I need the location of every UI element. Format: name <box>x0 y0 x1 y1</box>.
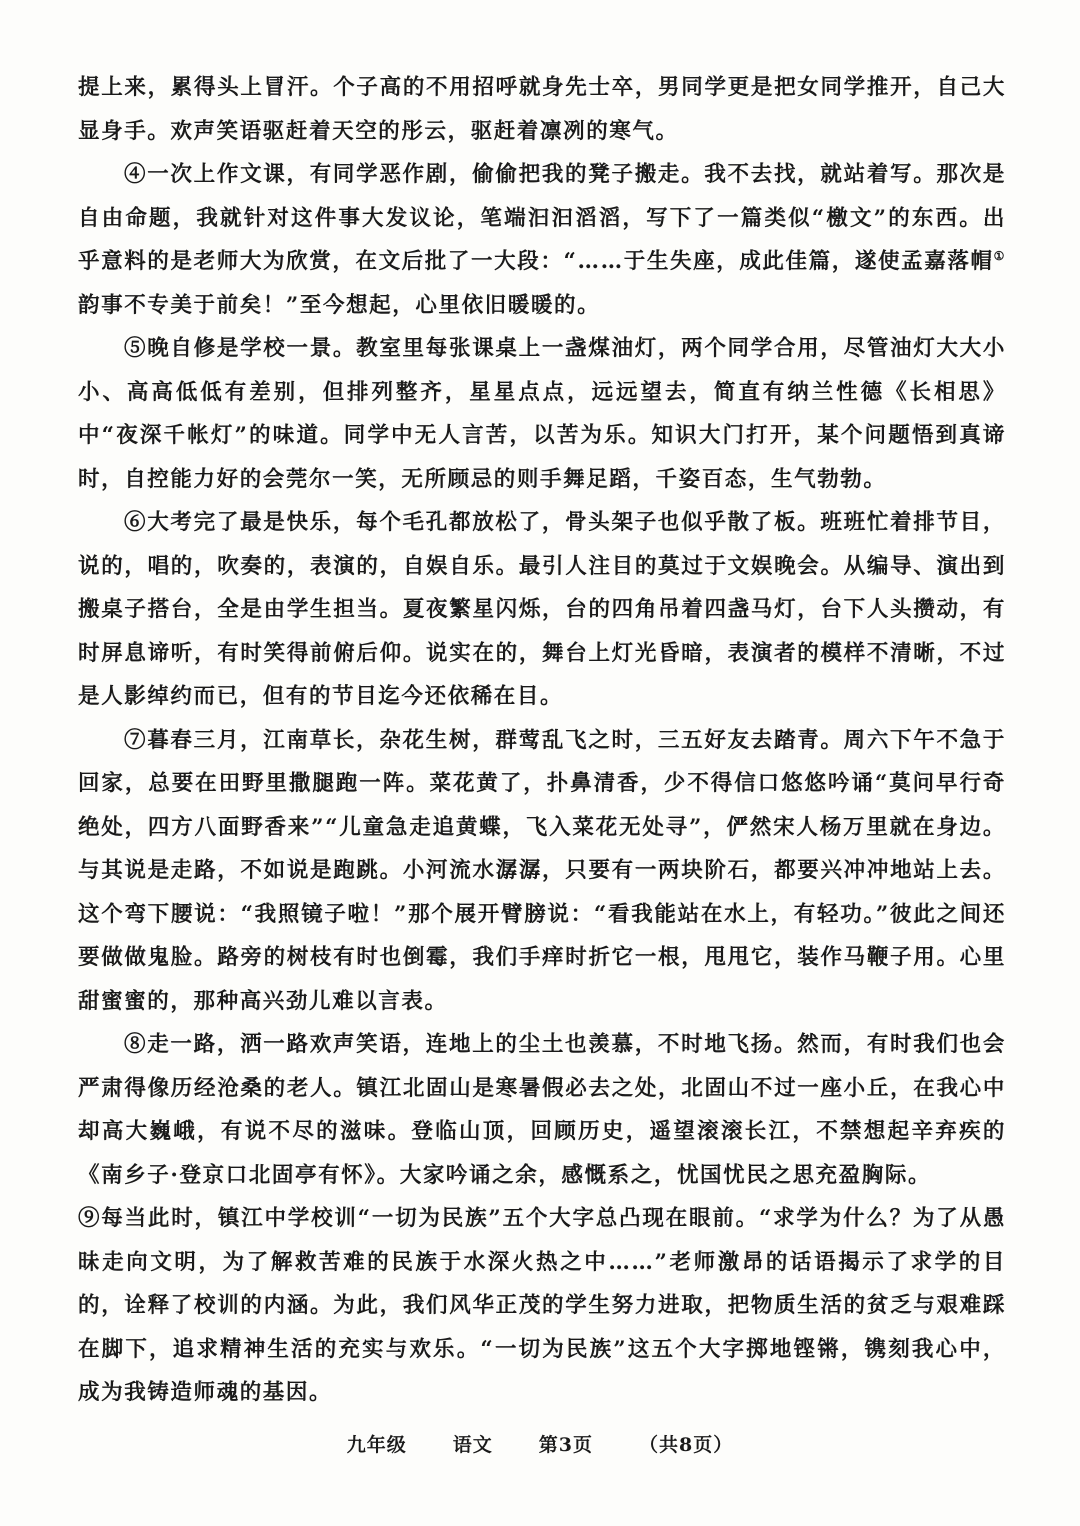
paragraph-text: ⑤晚自修是学校一景。教室里每张课桌上一盏煤油灯，两个同学合用，尽管油灯大大小小、高高低低有差别，但排列整齐，星星点点，远远望去，简直有纳兰性德《长相思》中“夜深千帐灯”的味道。同学中无人言苦，以苦为乐。知识大门打开，某个问题悟到真谛时，自控能力好的会莞尔一笑，无所顾忌的则手舞足蹈，千姿百态，生气勃勃。 <box>78 336 1006 492</box>
paragraph-text: ④一次上作文课，有同学恶作剧，偷偷把我的凳子搬走。我不去找，就站着写。那次是自由命题，我就针对这件事大发议论，笔端汩汩滔滔，写下了一篇类似“檄文”的东西。出乎意料的是老师大为欣赏，在文后批了一大段：“……于生失座，成此佳篇，遂使孟嘉落帽 <box>78 162 1006 274</box>
footer-total-pages: （共8页） <box>639 1434 734 1456</box>
paragraph-text: ⑦暮春三月，江南草长，杂花生树，群莺乱飞之时，三五好友去踏青。周六下午不急于回家，总要在田野里撒腿跑一阵。菜花黄了，扑鼻清香，少不得信口悠悠吟诵“莫问早行奇绝处，四方八面野香来”“儿童急走追黄蝶，飞入菜花无处寻”，俨然宋人杨万里就在身边。与其说是走路，不如说是跑跳。小河流水潺潺，只要有一两块阶石，都要兴冲冲地站上去。这个弯下腰说：“我照镜子啦！”那个展开臂膀说：“看我能站在水上，有轻功。”彼此之间还要做做鬼脸。路旁的树枝有时也倒霉，我们手痒时折它一根，甩甩它，装作马鞭子用。心里甜蜜蜜的，那种高兴劲儿难以言表。 <box>78 727 1006 1014</box>
paragraph-text: 提上来，累得头上冒汗。个子高的不用招呼就身先士卒，男同学更是把女同学推开，自己大显身手。欢声笑语驱赶着天空的彤云，驱赶着凛冽的寒气。 <box>78 75 1006 144</box>
footer-page-number: 第3页 <box>538 1434 594 1456</box>
page-footer <box>0 1430 1080 1457</box>
paragraph-text: ⑨每当此时，镇江中学校训“一切为民族”五个大字总凸现在眼前。“求学为什么？为了从愚昧走向文明，为了解救苦难的民族于水深火热之中……”老师激昂的话语揭示了求学的目的，诠释了校训的内涵。为此，我们风华正茂的学生努力进取，把物质生活的贫乏与艰难踩在脚下，追求精神生活的充实与欢乐。“一切为民族”这五个大字掷地铿锵，镌刻我心中，成为我铸造师魂的基因。 <box>78 1206 1006 1405</box>
paragraph-p7 <box>78 719 1006 1024</box>
paragraph-p4 <box>78 153 1006 327</box>
paragraph-p8 <box>78 1023 1006 1197</box>
paragraph-p0 <box>78 66 1006 153</box>
footer-subject: 语文 <box>452 1434 493 1456</box>
paragraph-text: ⑥大考完了最是快乐，每个毛孔都放松了，骨头架子也似乎散了板。班班忙着排节目，说的，唱的，吹奏的，表演的，自娱自乐。最引人注目的莫过于文娱晚会。从编导、演出到搬桌子搭台，全是由学生担当。夏夜繁星闪烁，台的四角吊着四盏马灯，台下人头攒动，有时屏息谛听，有时笑得前俯后仰。说实在的，舞台上灯光昏暗，表演者的模样不清晰，不过是人影绰约而已，但有的节目迄今还依稀在目。 <box>78 510 1006 709</box>
footer-grade: 九年级 <box>346 1434 407 1456</box>
article-body <box>78 66 1006 1415</box>
paragraph-p9 <box>78 1197 1006 1415</box>
paragraph-p5 <box>78 327 1006 501</box>
footnote-marker: ① <box>993 248 1006 263</box>
paragraph-text: ⑧走一路，洒一路欢声笑语，连地上的尘土也羡慕，不时地飞扬。然而，有时我们也会严肃得像历经沧桑的老人。镇江北固山是寒暑假必去之处，北固山不过一座小丘，在我心中却高大巍峨，有说不尽的滋味。登临山顶，回顾历史，遥望滚滚长江，不禁想起辛弃疾的《南乡子·登京口北固亭有怀》。大家吟诵之余，感慨系之，忧国忧民之思充盈胸际。 <box>78 1032 1006 1188</box>
paragraph-text: 韵事不专美于前矣！”至今想起，心里依旧暖暖的。 <box>78 292 601 318</box>
paragraph-p6 <box>78 501 1006 719</box>
